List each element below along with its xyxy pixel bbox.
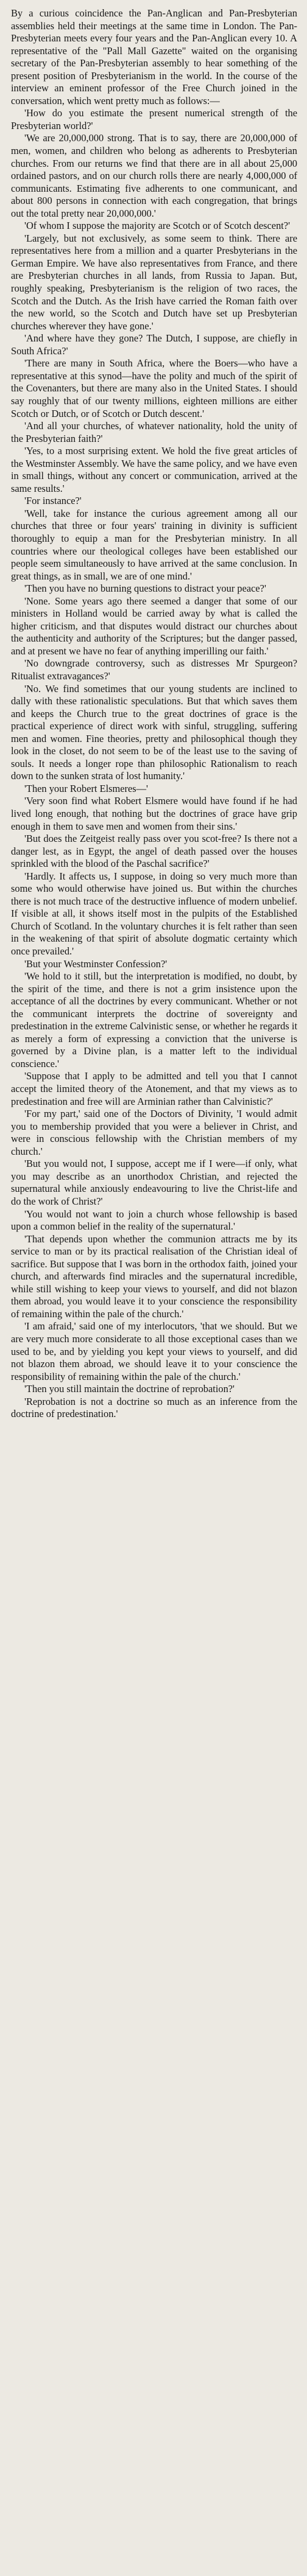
paragraph: 'But your Westminster Confession?' xyxy=(24,957,168,970)
paragraph: 'And where have they gone? The Dutch, I suppose, are chiefly in South Africa?' xyxy=(11,332,297,357)
paragraph: 'And all your churches, of whatever nationality, hold the unity of the Presbyterian faith?' xyxy=(11,420,297,444)
paragraph: 'Of whom I suppose the majority are Scotch or of Scotch descent?' xyxy=(24,220,291,232)
paragraph: 'Reprobation is not a doctrine so much as an inference from the doctrine of predestination.' xyxy=(11,1395,297,1420)
paragraph: 'We are 20,000,000 strong. That is to say, there are 20,000,000 of men, women, and children who belong as adherents to Presbyterian churches. From our returns we find that there are in all about 25,000 ordained pastors, and on our church rolls there are nearly 4,000,000 of communicants. Estimating five adherents to one communicant, and about 800 persons in connection with each congregation, that brings out the total pretty near 20,000,000.' xyxy=(11,132,297,219)
paragraph: 'Well, take for instance the curious agreement among all our churches that three or four years' training in divinity is sufficient thoroughly to equip a man for the Presbyterian ministry. In all countries where our theological colleges have been established our people seem simultaneously to have arrived at the same conclusion. In great things, as in small, we are of one mind.' xyxy=(11,507,297,582)
article-column xyxy=(11,7,297,1421)
paragraph: 'Hardly. It affects us, I suppose, in doing so very much more than some who would otherwise have joined us. But within the churches there is not much trace of the destructive influence of modern unbelief. If visible at all, it shows itself most in the pulpits of the Established Church of Scotland. In the voluntary churches it is felt rather than seen in the weakening of that spirit of absolute dogmatic certainty which once prevailed.' xyxy=(11,870,297,957)
paragraph: 'Yes, to a most surprising extent. We hold the five great articles of the Westminster Assembly. We have the same policy, and we have even in small things, without any concert or communication, arrived at the same results.' xyxy=(11,445,297,494)
paragraph: 'For my part,' said one of the Doctors of Divinity, 'I would admit you to membership provided that you were a believer in Christ, and were in conscious fellowship with the Christian members of my church.' xyxy=(11,1108,297,1157)
paragraph: 'We hold to it still, but the interpretation is modified, no doubt, by the spirit of the time, and there is not a grim insistence upon the acceptance of all the doctrines by every communicant. Whether or not the communicant interprets the doctrine of sovereignty and predestination in the extreme Calvinistic sense, or whether he regards it as merely a form of expressing a conviction that the universe is governed by a Divine plan, is a matter left to the individual conscience.' xyxy=(11,970,297,1069)
paragraph: 'Then you have no burning questions to distract your peace?' xyxy=(24,583,266,595)
paragraph: 'You would not want to join a church whose fellowship is based upon a common belief in the reality of the supernatural.' xyxy=(11,1208,297,1233)
paragraph: 'Then you still maintain the doctrine of reprobation?' xyxy=(24,1383,235,1395)
paragraph: 'How do you estimate the present numerical strength of the Presbyterian world?' xyxy=(11,107,297,131)
paragraph: 'But does the Zeitgeist really pass over you scot-free? Is there not a danger lest, as in Egypt, the angel of death passed over the houses sprinkled with the blood of the Paschal sacrifice?' xyxy=(11,833,297,870)
paragraph: 'There are many in South Africa, where the Boers—who have a representative at this synod—have the polity and much of the spirit of the Covenanters, but there are many also in the United States. I should say roughly that of our twenty millions, eighteen millions are either Scotch or Dutch, or of Scotch or Dutch descent.' xyxy=(11,357,297,419)
paragraph: 'Suppose that I apply to be admitted and tell you that I cannot accept the limited theory of the Atonement, and that my views as to predestination and free will are Arminian rather than Calvinistic?' xyxy=(11,1070,297,1107)
paragraph: 'That depends upon whether the communion attracts me by its service to man or by its practical realisation of the Christian ideal of sacrifice. But suppose that I was born in the orthodox faith, joined your church, and afterwards find miracles and the supernatural incredible, while still wishing to keep your views to yourself, and did not blazon them abroad, you would leave it to your conscience the responsibility of remaining within the pale of the church.' xyxy=(11,1233,297,1320)
paragraph: 'Very soon find what Robert Elsmere would have found if he had lived long enough, that nothing but the doctrines of grace have grip enough in them to save men and women from their sins.' xyxy=(11,795,297,832)
paragraph: 'No. We find sometimes that our young students are inclined to dally with these rationalistic speculations. But that which saves them and keeps the Church true to the great doctrines of grace is the practical experience of direct work with sinful, struggling, suffering men and women. Fine theories, pretty and philosophical though they look in the closet, do not seem to be of the least use to the saving of souls. It needs a longer rope than philosophic Rationalism to reach down to the sunken strata of lost humanity.' xyxy=(11,682,297,782)
paragraph: 'Then your Robert Elsmeres—' xyxy=(24,782,149,794)
paragraph: 'No downgrade controversy, such as distresses Mr Spurgeon? Ritualist extravagances?' xyxy=(11,657,297,682)
paragraph: 'But you would not, I suppose, accept me if I were—if only, what you may describe as an unorthodox Christian, and rejected the supernatural while anxiously endeavouring to live the Christ-life and do the work of Christ?' xyxy=(11,1158,297,1207)
paragraph: 'Largely, but not exclusively, as some seem to think. There are representatives here from a million and a quarter Presbyterians in the German Empire. We have also representatives from France, and there are Presbyterian churches in all lands, from Russia to Japan. But, roughly speaking, Presbyterianism is the religion of two races, the Scotch and the Dutch. As the Irish have carried the Roman faith over the new world, so the Scotch and Dutch have set up Presbyterian churches wherever they have gone.' xyxy=(11,232,297,332)
paragraph: By a curious coincidence the Pan-Anglican and Pan-Presbyterian assemblies held their meetings at the same time in London. The Pan-Presbyterian meets every four years and the Pan-Anglican every 10. A representative of the "Pall Mall Gazette" waited on the organising secretary of the Pan-Presbyterian assembly to hear something of the present position of Presbyterianism in the world. In the course of the interview an eminent professor of the Free Church joined in the conversation, which went pretty much as follows:— xyxy=(11,7,297,107)
paragraph: 'None. Some years ago there seemed a danger that some of our ministers in Holland would be carried away by what is called the higher criticism, and that disputes would distract our churches about the authenticity and authority of the Scriptures; but the danger passed, and at present we have no fear of anything imperilling our faith.' xyxy=(11,595,297,657)
paragraph: 'For instance?' xyxy=(24,495,82,507)
paragraph: 'I am afraid,' said one of my interlocutors, 'that we should. But we are very much more considerate to all those exceptional cases than we used to be, and by yielding you kept your views to yourself, and did not blazon them abroad, we should leave it to your conscience the responsibility of remaining within the pale of the church.' xyxy=(11,1320,297,1382)
